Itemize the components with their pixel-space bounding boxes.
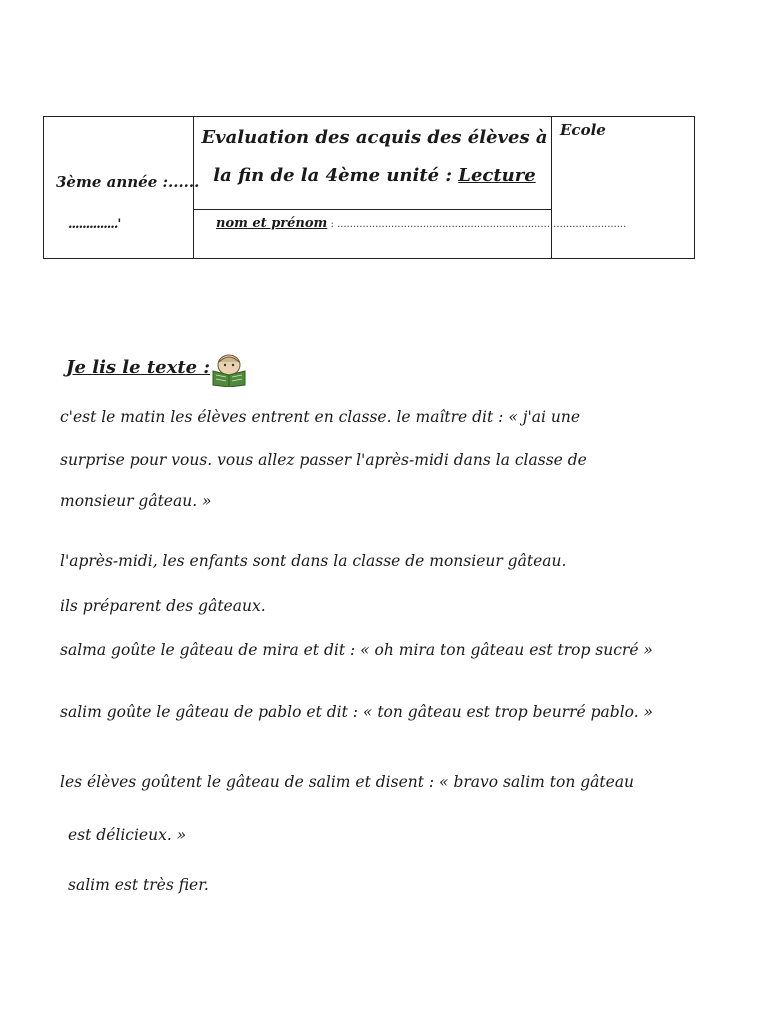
reading-child-icon <box>210 353 248 387</box>
name-dots: : ........................................................................................... <box>327 219 627 230</box>
text-line: surprise pour vous. vous allez passer l'après-midi dans la classe de <box>60 451 587 469</box>
name-field[interactable] <box>216 216 626 231</box>
text-line: les élèves goûtent le gâteau de salim et disent : « bravo salim ton gâteau <box>60 773 635 791</box>
text-line: ils préparent des gâteaux. <box>60 597 266 615</box>
text-line: l'après-midi, les enfants sont dans la classe de monsieur gâteau. <box>60 552 567 570</box>
title-text: Evaluation des acquis des élèves à la fin de la 4ème unité : <box>201 127 548 186</box>
text-line: salim goûte le gâteau de pablo et dit : « ton gâteau est trop beurré pablo. » <box>60 703 654 721</box>
text-line: est délicieux. » <box>68 826 187 844</box>
grade-line: ..............' <box>68 217 121 232</box>
school-label: Ecole <box>560 121 606 139</box>
name-label: nom et prénom <box>216 216 328 231</box>
evaluation-title <box>196 119 553 195</box>
title-subject: Lecture <box>458 165 536 186</box>
header-table <box>43 116 695 259</box>
divider <box>193 209 551 210</box>
text-line: c'est le matin les élèves entrent en classe. le maître dit : « j'ai une <box>60 408 581 426</box>
text-line: salma goûte le gâteau de mira et dit : « oh mira ton gâteau est trop sucré » <box>60 641 653 659</box>
text-line: salim est très fier. <box>68 876 209 894</box>
section-title: Je lis le texte : <box>66 357 211 378</box>
grade-label: 3ème année :...... <box>56 173 200 191</box>
text-line: monsieur gâteau. » <box>60 492 212 510</box>
